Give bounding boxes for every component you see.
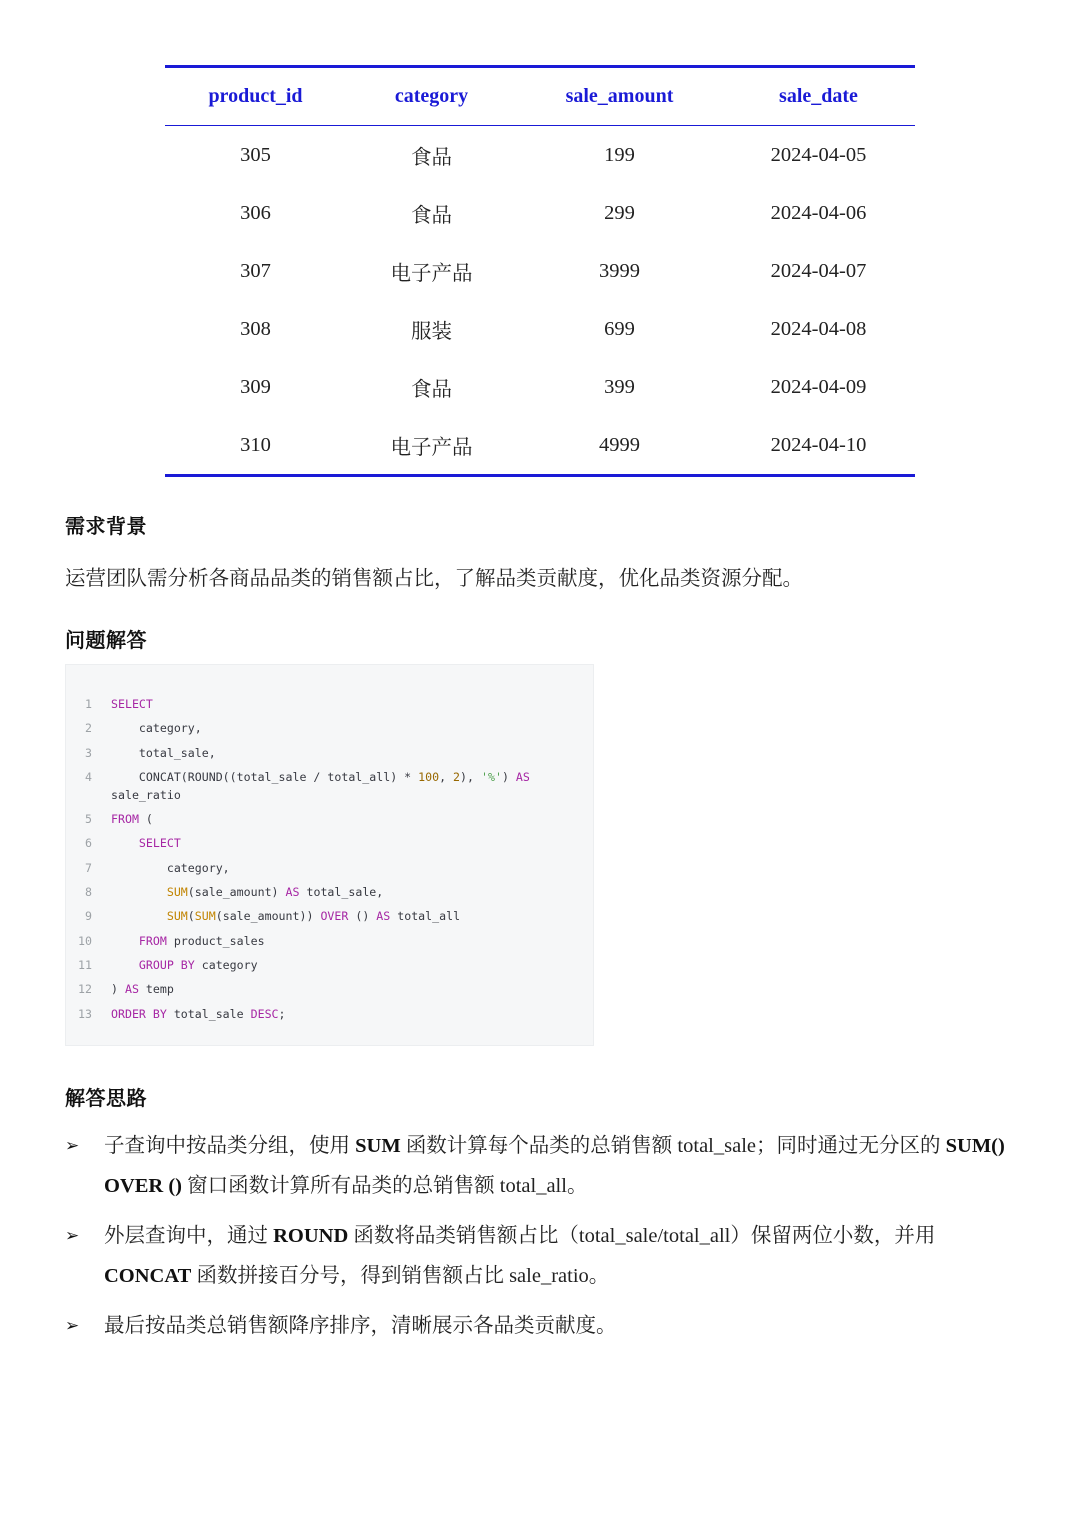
line-number: 5 [85,812,92,827]
table-cell: 199 [604,143,635,166]
background-text: 运营团队需分析各商品品类的销售额占比，了解品类贡献度，优化品类资源分配。 [65,568,803,590]
table-cell: 309 [240,375,271,398]
code-line [66,810,593,828]
code-line [66,907,593,925]
table-cell: 2024-04-10 [722,416,915,476]
code-text: FROM product_sales [138,933,265,948]
table-cell: 305 [240,143,271,166]
table-row [165,184,915,242]
code-line [66,695,593,713]
line-number: 4 [85,769,92,784]
code-text: SELECT [111,697,153,711]
table-cell: 310 [165,416,346,476]
table-row [165,126,915,185]
code-text: total_sale, [111,745,216,760]
table-cell: 2024-04-07 [770,259,867,282]
code-text: ) AS temp [111,982,174,997]
table-cell: 食品 [411,379,452,401]
code-line [66,834,593,852]
list-item [65,1216,1005,1296]
list-item [65,1126,1005,1206]
table-cell: 299 [604,201,635,224]
code-line [66,744,593,762]
list-item [65,1306,1005,1346]
code-text: SUM(SUM(sale_amount)) OVER () AS total_all [166,909,461,924]
list-item-text: 外层查询中，通过 ROUND 函数将品类销售额占比（total_sale/total_all）保留两位小数，并用 CONCAT 函数拼接百分号，得到销售额占比 sale_ratio。 [104,1225,936,1287]
table-cell: 308 [240,317,271,340]
table-cell: 食品 [411,205,452,227]
line-number: 8 [85,885,92,900]
table-cell: 电子产品 [390,263,473,285]
column-header: product_id [165,67,346,126]
code-text: ORDER BY total_sale DESC; [111,1006,286,1021]
section-title-approach: 解答思路 [65,1086,147,1110]
table-cell: 399 [604,375,635,398]
line-number: 1 [85,697,92,711]
line-number: 10 [78,933,92,948]
code-line [66,859,593,877]
table-cell: 2024-04-06 [770,201,867,224]
table-cell: 服装 [411,321,452,343]
table-cell: 4999 [517,416,722,476]
column-header: sale_date [722,67,915,126]
code-line [66,719,593,737]
code-line [66,932,593,950]
section-title-answer: 问题解答 [65,628,147,652]
code-line [66,883,593,901]
code-line [66,980,593,998]
line-number: 2 [85,721,92,736]
table-row [165,416,915,476]
column-header: sale_amount [517,67,722,126]
code-line [66,956,593,974]
table-cell: 2024-04-08 [770,317,867,340]
table-cell: 699 [604,317,635,340]
line-number: 12 [78,982,92,997]
table-header-row [165,67,915,126]
code-block[interactable] [65,664,594,1046]
table-cell: 2024-04-05 [770,143,867,166]
table-cell: 3999 [599,259,640,282]
code-text: CONCAT(ROUND((total_sale / total_all) * 100, 2), '%') AS sale_ratio [111,769,537,802]
list-item-text: 子查询中按品类分组，使用 SUM 函数计算每个品类的总销售额 total_sale；同时通过无分区的 SUM() OVER () 窗口函数计算所有品类的总销售额 total_all。 [104,1135,1005,1197]
arrow-bullet-icon: ➢ [65,1136,80,1155]
code-line [66,1005,593,1023]
table-row [165,300,915,358]
line-number: 13 [78,1006,92,1021]
code-text: SUM(sale_amount) AS total_sale, [166,885,384,900]
line-number: 3 [85,745,92,760]
table-cell: 食品 [411,147,452,169]
arrow-bullet-icon: ➢ [65,1316,80,1335]
table-cell: 306 [240,201,271,224]
line-number: 6 [85,836,92,851]
line-number: 9 [85,909,92,924]
code-text: category, [111,860,230,875]
arrow-bullet-icon: ➢ [65,1226,80,1245]
table-cell: 307 [240,259,271,282]
table-row [165,242,915,300]
line-number: 11 [78,957,92,972]
table-row [165,358,915,416]
code-text: category, [111,721,202,736]
line-number: 7 [85,860,92,875]
list-item-text: 最后按品类总销售额降序排序，清晰展示各品类贡献度。 [104,1315,617,1337]
code-line [66,768,593,804]
section-title-background: 需求背景 [65,514,147,538]
code-text: GROUP BY category [138,957,258,972]
table-cell: 电子产品 [346,416,517,476]
column-header: category [346,67,517,126]
sales-table [165,65,915,477]
code-text: FROM ( [111,812,153,827]
table-cell: 2024-04-09 [770,375,867,398]
approach-list [65,1126,1005,1356]
code-text: SELECT [138,836,181,851]
